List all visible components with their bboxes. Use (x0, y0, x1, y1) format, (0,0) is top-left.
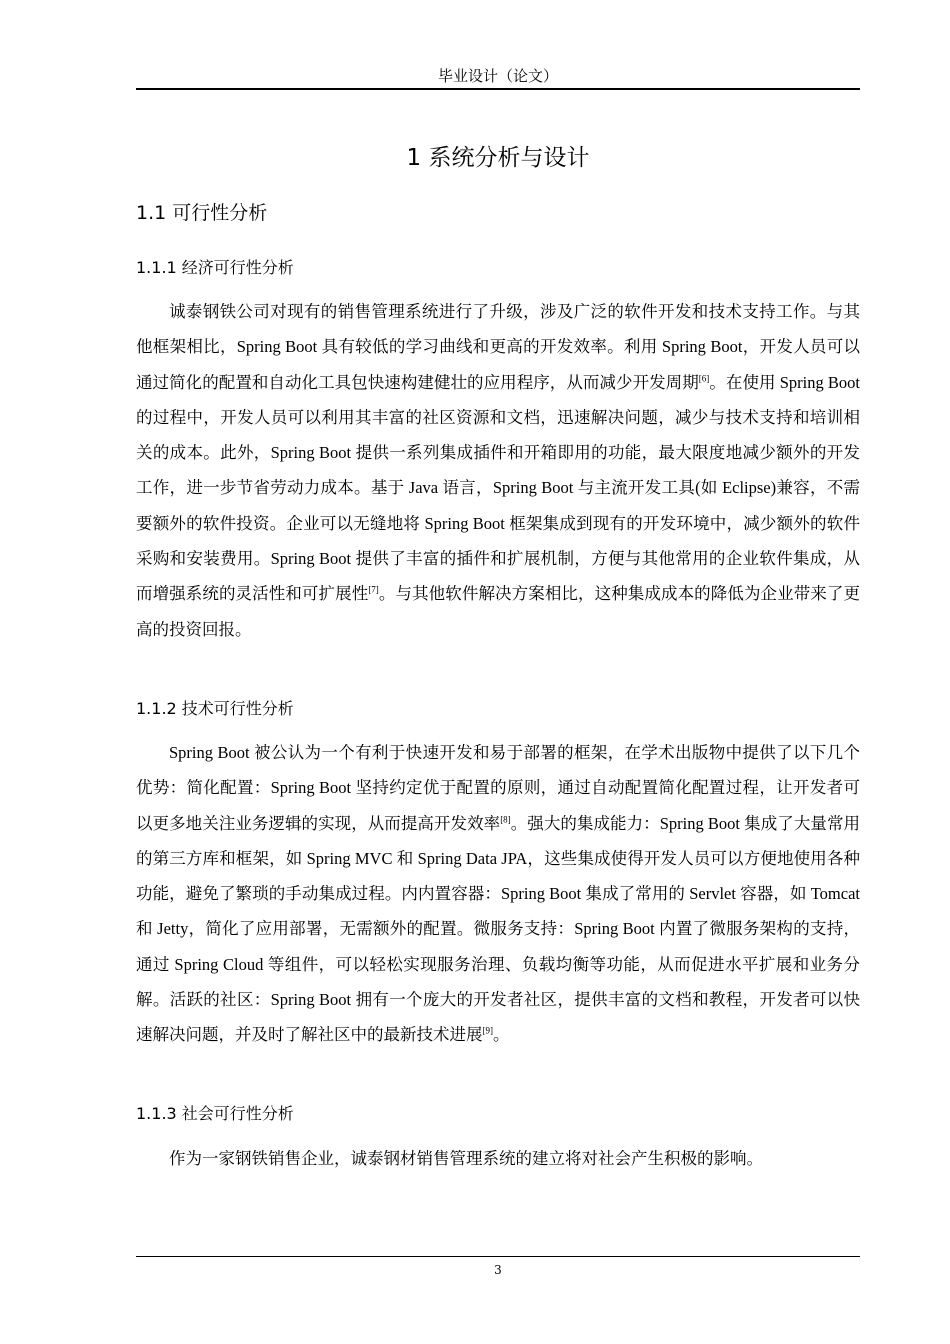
citation-ref: [8] (500, 814, 511, 825)
paragraph-text: 。强大的集成能力：Spring Boot 集成了大量常用的第三方库和框架，如 Spring MVC 和 Spring Data JPA，这些集成使得开发人员可以方便地使用各种功能，避免了繁琐的手动集成过程。内内置容器：Spring Boot 集成了常用的 Servlet 容器，如 Tomcat 和 Jetty，简化了应用部署，无需额外的配置。微服务支持：Spring Boot 内置了微服务架构的支持，通过 Spring Cloud 等组件，可以轻松实现服务治理、负载均衡等功能，从而促进水平扩展和业务分解。活跃的社区：Spring Boot 拥有一个庞大的开发者社区，提供丰富的文档和教程，开发者可以快速解决问题，并及时了解社区中的最新技术进展 (136, 813, 860, 1045)
chapter-title: 1 系统分析与设计 (406, 145, 590, 171)
page-number: 3 (494, 1263, 502, 1277)
subsection-title-technical: 1.1.2 技术可行性分析 (136, 699, 294, 718)
paragraph-text: 作为一家钢铁销售企业，诚泰钢材销售管理系统的建立将对社会产生积极的影响。 (169, 1149, 763, 1168)
paragraph-text: 。与其他软件解决方案相比，这种集成成本的降低为企业带来了更高的投资回报。 (136, 584, 861, 639)
paragraph-text: 。 (493, 1025, 510, 1045)
header-rule (136, 88, 860, 90)
citation-ref: [7] (368, 584, 379, 595)
paragraph-text: 。在使用 Spring Boot 的过程中，开发人员可以利用其丰富的社区资源和文档，迅速解决问题，减少与技术支持和培训相关的成本。此外，Spring Boot 提供一系列集成插件和开箱即用的功能，最大限度地减少额外的开发工作，进一步节省劳动力成本。基于 Java 语言，Spring Boot 与主流开发工具(如 Eclipse)兼容，不需要额外的软件投资。企业可以无缝地将 Spring Boot 框架集成到现有的开发环境中，减少额外的软件采购和安装费用。Spring Boot 提供了丰富的插件和扩展机制，方便与其他常用的企业软件集成，从而增强系统的灵活性和可扩展性 (136, 372, 860, 604)
page-header: 毕业设计（论文） (437, 67, 558, 85)
paragraph-text: 诚泰钢铁公司对现有的销售管理系统进行了升级，涉及广泛的软件开发和技术支持工作。与其他框架相比，Spring Boot 具有较低的学习曲线和更高的开发效率。利用 Spring Boot，开发人员可以通过简化的配置和自动化工具包快速构建健壮的应用程序，从而减少开发周期 (136, 302, 860, 392)
section-title: 1.1 可行性分析 (136, 202, 268, 224)
citation-ref: [6] (698, 373, 710, 384)
footer-rule (136, 1256, 860, 1257)
paragraph-economic (136, 294, 860, 647)
subsection-title-social: 1.1.3 社会可行性分析 (136, 1104, 294, 1123)
paragraph-text: Spring Boot 被公认为一个有利于快速开发和易于部署的框架，在学术出版物中提供了以下几个优势：简化配置：Spring Boot 坚持约定优于配置的原则，通过自动配置简化配置过程，让开发者可以更多地关注业务逻辑的实现，从而提高开发效率 (136, 743, 860, 833)
paragraph-technical (136, 735, 860, 1053)
subsection-title-economic: 1.1.1 经济可行性分析 (136, 258, 294, 277)
paragraph-social (136, 1141, 860, 1176)
citation-ref: [9] (482, 1025, 493, 1036)
